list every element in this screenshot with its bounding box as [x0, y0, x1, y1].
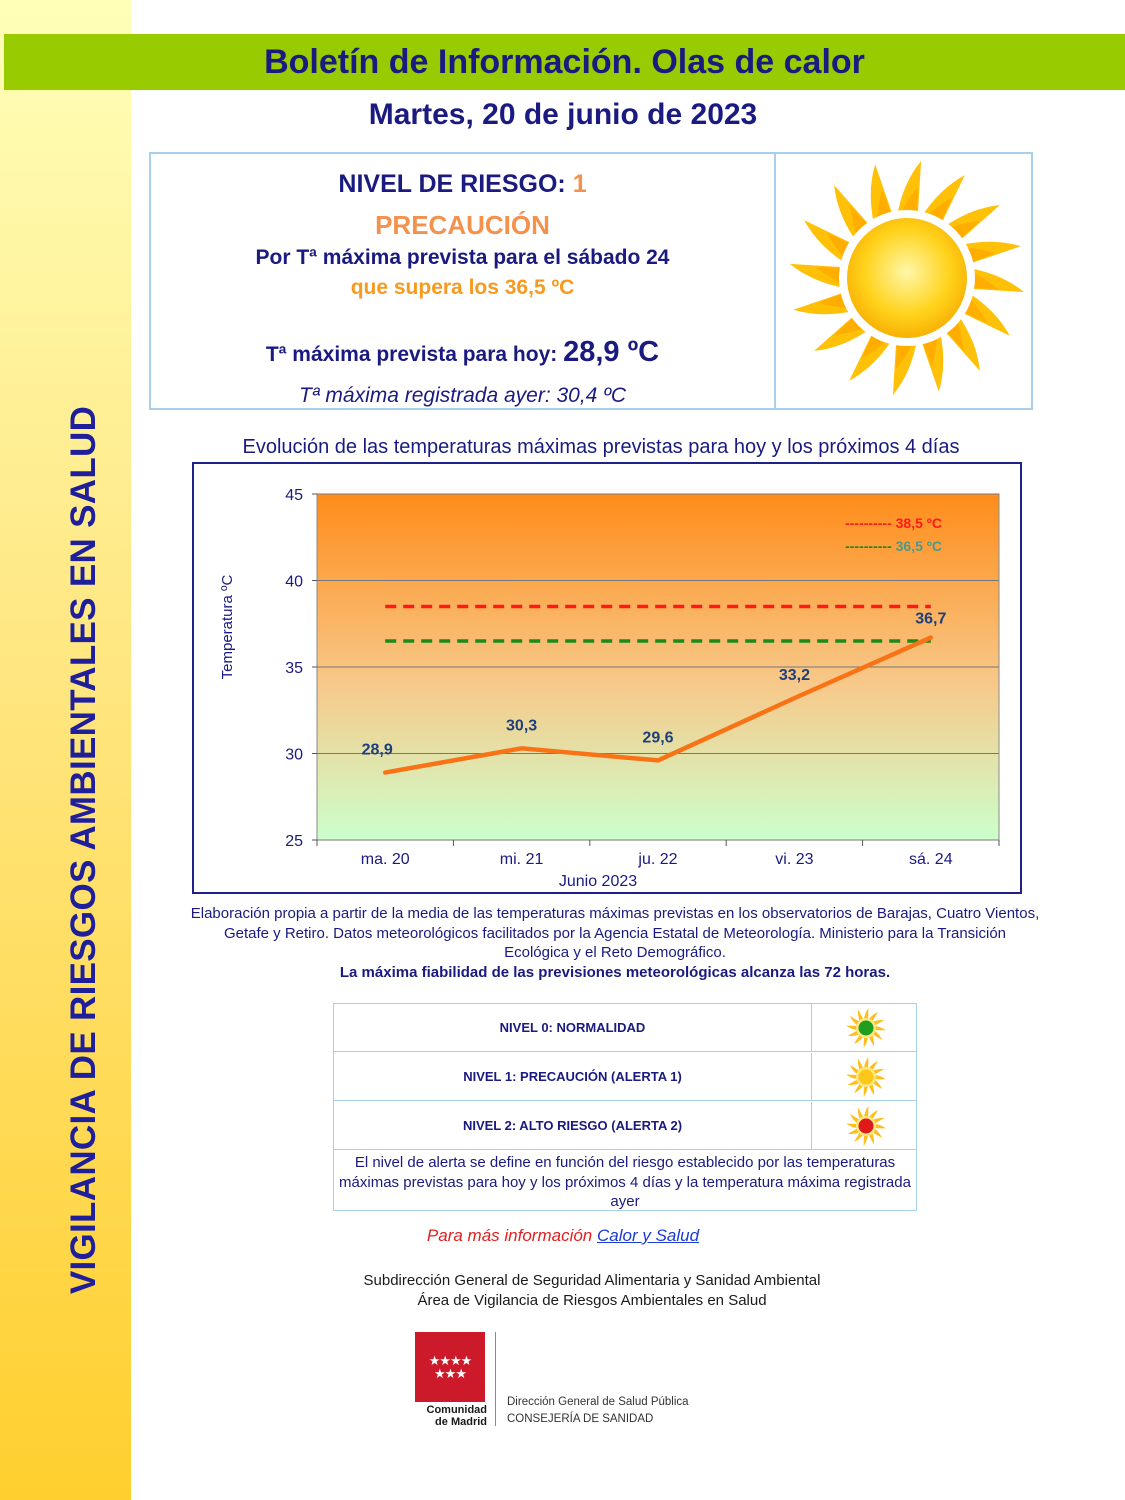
mini-sun-ray — [875, 1026, 886, 1030]
data-label: 28,9 — [361, 741, 393, 759]
alert-definition-note: El nivel de alerta se define en función del riesgo establecido por las temperaturas máximas previstas para hoy y los próximos 4 días y la temperatura máxima registrada ayer — [339, 1154, 911, 1210]
more-info — [131, 1226, 995, 1246]
organization — [192, 1271, 992, 1311]
logo-name-line-2: de Madrid — [435, 1416, 487, 1428]
reliability-note: La máxima fiabilidad de las previsiones meteorológicas alcanza las 72 horas. — [339, 963, 891, 981]
source-text: Elaboración propia a partir de la media de las temperaturas máximas previstas en los observatorios de Barajas, Cuatro Vientos, Getafe y Retiro. Datos meteorológicos facilitados por la Agencia Estatal de Meteorología. Ministerio para la Transición Ecológica y el Reto Demográfico. — [190, 905, 1040, 961]
logo-name-line-1: Comunidad — [426, 1404, 487, 1416]
risk-level-value: 1 — [572, 170, 587, 198]
x-tick-label: vi. 23 — [775, 851, 814, 868]
threshold-legend: ---------- 38,5 ºC — [845, 515, 942, 531]
sun-core — [847, 218, 967, 338]
mini-sun-core — [859, 1021, 874, 1036]
alert-levels-table — [333, 1003, 917, 1211]
logo-dept-line-1: Dirección General de Salud Pública — [507, 1396, 689, 1408]
y-axis-title: Temperatura ºC — [219, 574, 236, 680]
yesterday-max-temp: Tª máxima registrada ayer: 30,4 ºC — [298, 384, 627, 407]
mini-sun-ray — [846, 1075, 857, 1079]
level-row-0 — [334, 1004, 916, 1052]
risk-threshold: que supera los 36,5 ºC — [350, 276, 575, 299]
risk-divider — [774, 154, 776, 408]
mini-sun-ray — [864, 1086, 868, 1097]
y-tick-label: 35 — [285, 660, 303, 677]
mini-sun-core — [859, 1070, 874, 1085]
threshold-legend-value: 36,5 ºC — [895, 538, 942, 554]
x-tick-label: ma. 20 — [360, 851, 410, 868]
risk-text-block — [151, 154, 774, 408]
data-label: 30,3 — [506, 717, 538, 735]
y-tick-label: 45 — [285, 487, 303, 504]
x-tick-label: mi. 21 — [499, 851, 544, 868]
level-label-0: NIVEL 0: NORMALIDAD — [334, 1004, 812, 1051]
today-max-value: 28,9 ºC — [563, 336, 660, 368]
calor-y-salud-link[interactable]: Calor y Salud — [597, 1226, 700, 1245]
bulletin-date: Martes, 20 de junio de 2023 — [368, 98, 758, 131]
yellow-sun-icon — [844, 1055, 888, 1099]
threshold-legend-value: 38,5 ºC — [895, 515, 942, 531]
mini-sun-ray — [864, 1008, 868, 1019]
green-sun-icon — [844, 1006, 888, 1050]
data-label: 36,7 — [915, 610, 947, 628]
logo-name — [415, 1404, 487, 1428]
y-tick-label: 25 — [285, 833, 303, 850]
today-max-temp — [151, 336, 774, 369]
threshold-legend: ---------- 36,5 ºC — [845, 538, 942, 554]
x-tick-label: sá. 24 — [909, 851, 953, 868]
risk-panel — [149, 152, 1033, 410]
sun-icon — [781, 154, 1033, 408]
sidebar — [0, 0, 131, 1500]
bulletin-title: Boletín de Información. Olas de calor — [4, 34, 1125, 90]
mini-sun-core — [859, 1119, 874, 1134]
data-label: 33,2 — [778, 667, 810, 685]
mini-sun-ray — [846, 1026, 857, 1030]
temperature-chart — [192, 462, 1022, 894]
data-label: 29,6 — [642, 729, 674, 747]
y-tick-label: 40 — [285, 573, 303, 591]
logo-department — [507, 1394, 689, 1428]
org-line-2: Área de Vigilancia de Riesgos Ambientales en Salud — [417, 1292, 767, 1309]
more-info-prefix: Para más información — [426, 1226, 593, 1245]
logo-stars-icon: ★★★★ ★★★ — [428, 1353, 472, 1381]
level-row-2 — [334, 1102, 916, 1150]
risk-reason: Por Tª máxima prevista para el sábado 24 — [255, 246, 670, 269]
data-source — [190, 904, 1040, 982]
chart-title: Evolución de las temperaturas máximas previstas para hoy y los próximos 4 días — [242, 436, 960, 458]
sidebar-vertical-title: VIGILANCIA DE RIESGOS AMBIENTALES EN SALUD — [64, 405, 103, 1295]
chart-svg — [194, 464, 1020, 892]
risk-level-prefix: NIVEL DE RIESGO: — [338, 170, 566, 198]
risk-level-name: PRECAUCIÓN — [375, 210, 550, 240]
mini-sun-ray — [864, 1106, 868, 1117]
risk-level-heading — [151, 170, 774, 199]
comunidad-madrid-logo — [415, 1332, 715, 1432]
mini-sun-ray — [875, 1124, 886, 1128]
level-label-2: NIVEL 2: ALTO RIESGO (ALERTA 2) — [334, 1102, 812, 1149]
mini-sun-ray — [864, 1135, 868, 1146]
mini-sun-ray — [875, 1075, 886, 1079]
logo-separator — [495, 1332, 496, 1426]
logo-dept-line-2: CONSEJERÍA DE SANIDAD — [507, 1413, 654, 1425]
today-max-label: Tª máxima prevista para hoy: — [265, 343, 558, 366]
mini-sun-ray — [864, 1037, 868, 1048]
mini-sun-ray — [846, 1124, 857, 1128]
x-tick-label: ju. 22 — [638, 851, 678, 868]
level-label-1: NIVEL 1: PRECAUCIÓN (ALERTA 1) — [334, 1053, 812, 1100]
logo-flag — [415, 1332, 485, 1402]
org-line-1: Subdirección General de Seguridad Alimentaria y Sanidad Ambiental — [363, 1272, 821, 1289]
x-axis-title: Junio 2023 — [558, 873, 638, 890]
level-row-1 — [334, 1053, 916, 1101]
y-tick-label: 30 — [285, 746, 303, 764]
mini-sun-ray — [864, 1057, 868, 1068]
red-sun-icon — [844, 1104, 888, 1148]
